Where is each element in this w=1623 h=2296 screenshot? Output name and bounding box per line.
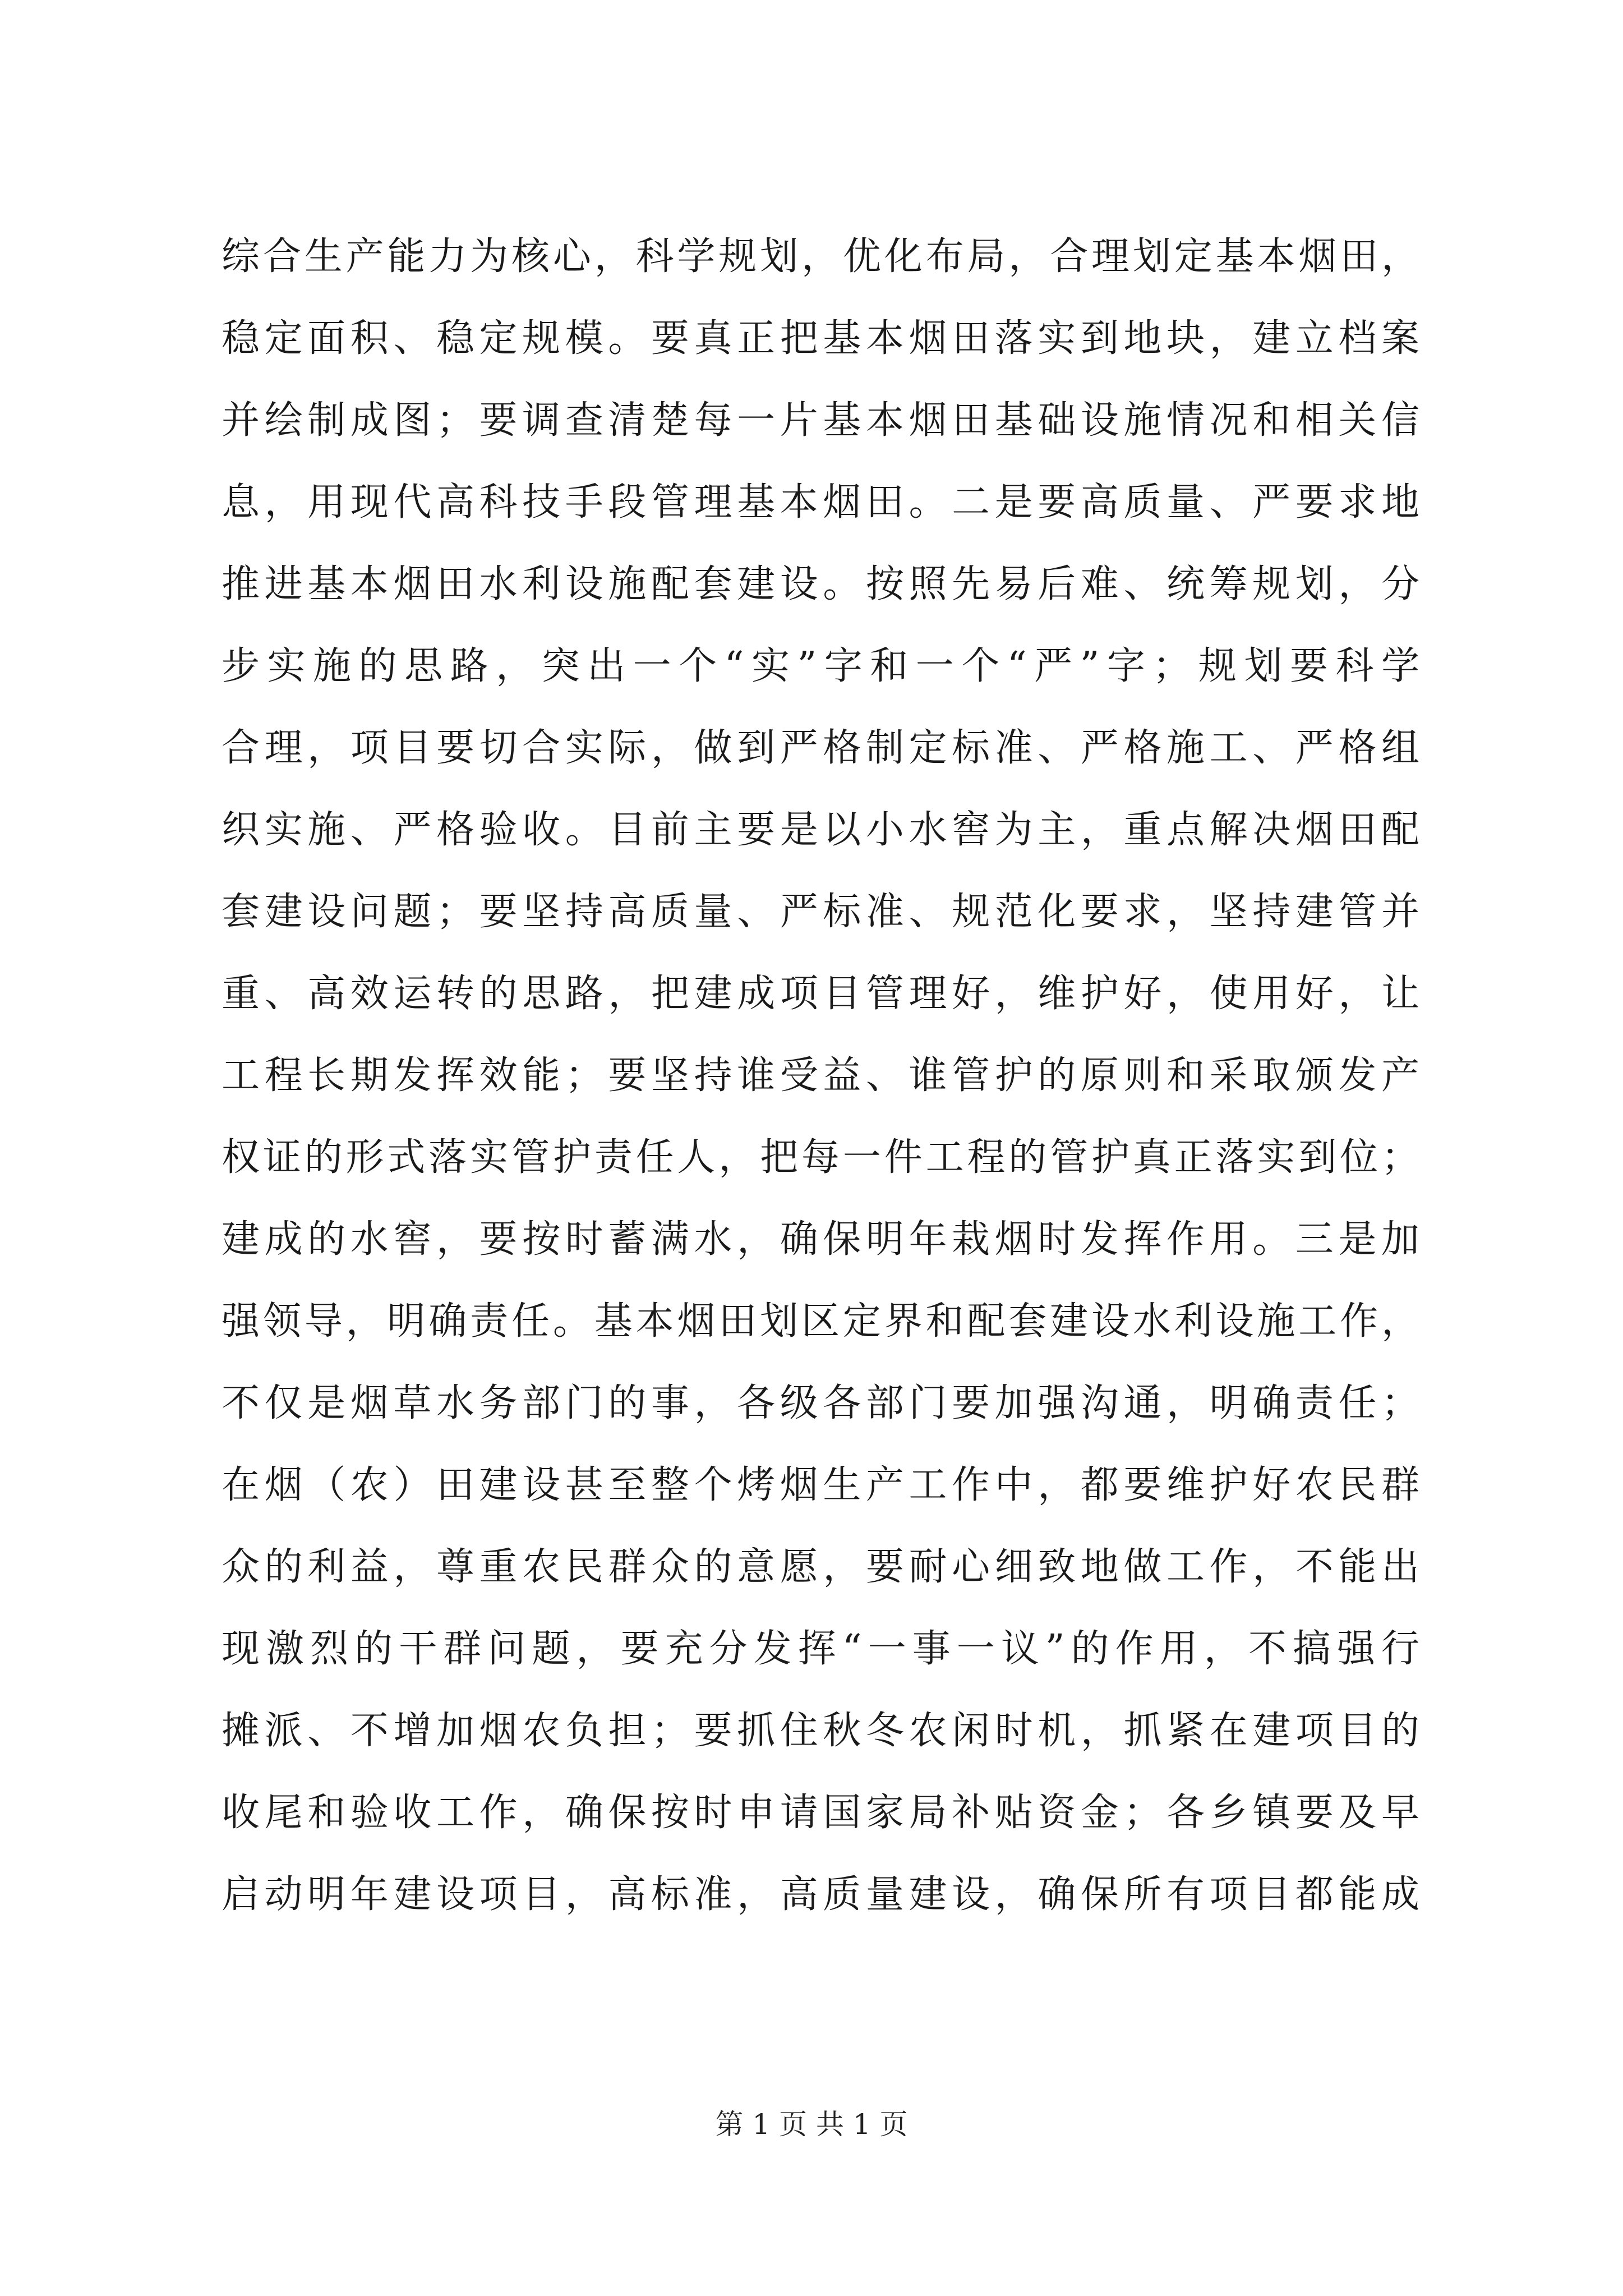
text-line: 综合生产能力为核心，科学规划，优化布局，合理划定基本烟田， xyxy=(222,234,1422,279)
text-line: 启动明年建设项目，高标准，高质量建设，确保所有项目都能成 xyxy=(222,1872,1422,1917)
page-footer: 第 1 页 共 1 页 xyxy=(715,2108,908,2141)
text-line: 权证的形式落实管护责任人，把每一件工程的管护真正落实到位； xyxy=(222,1135,1422,1180)
text-line: 不仅是烟草水务部门的事，各级各部门要加强沟通，明确责任； xyxy=(222,1381,1422,1425)
text-line: 步实施的思路，突出一个“实”字和一个“严”字；规划要科学 xyxy=(222,644,1422,688)
text-line: 息，用现代高科技手段管理基本烟田。二是要高质量、严要求地 xyxy=(222,480,1422,524)
text-line: 合理，项目要切合实际，做到严格制定标准、严格施工、严格组 xyxy=(222,726,1422,770)
body-text xyxy=(222,216,1422,1936)
text-line: 稳定面积、稳定规模。要真正把基本烟田落实到地块，建立档案 xyxy=(222,316,1422,361)
text-line: 建成的水窖，要按时蓄满水，确保明年栽烟时发挥作用。三是加 xyxy=(222,1217,1422,1262)
text-line: 推进基本烟田水利设施配套建设。按照先易后难、统筹规划，分 xyxy=(222,562,1422,606)
text-line: 在烟（农）田建设甚至整个烤烟生产工作中，都要维护好农民群 xyxy=(222,1463,1422,1507)
text-line: 强领导，明确责任。基本烟田划区定界和配套建设水利设施工作， xyxy=(222,1299,1422,1343)
text-line: 现激烈的干群问题，要充分发挥“一事一议”的作用，不搞强行 xyxy=(222,1627,1422,1671)
text-line: 众的利益，尊重农民群众的意愿，要耐心细致地做工作，不能出 xyxy=(222,1545,1422,1589)
text-line: 并绘制成图；要调查清楚每一片基本烟田基础设施情况和相关信 xyxy=(222,398,1422,443)
text-line: 重、高效运转的思路，把建成项目管理好，维护好，使用好，让 xyxy=(222,972,1422,1016)
text-line: 摊派、不增加烟农负担；要抓住秋冬农闲时机，抓紧在建项目的 xyxy=(222,1709,1422,1753)
text-line: 收尾和验收工作，确保按时申请国家局补贴资金；各乡镇要及早 xyxy=(222,1791,1422,1835)
text-line: 工程长期发挥效能；要坚持谁受益、谁管护的原则和采取颁发产 xyxy=(222,1053,1422,1098)
text-line: 套建设问题；要坚持高质量、严标准、规范化要求，坚持建管并 xyxy=(222,890,1422,934)
text-line: 织实施、严格验收。目前主要是以小水窖为主，重点解决烟田配 xyxy=(222,808,1422,852)
